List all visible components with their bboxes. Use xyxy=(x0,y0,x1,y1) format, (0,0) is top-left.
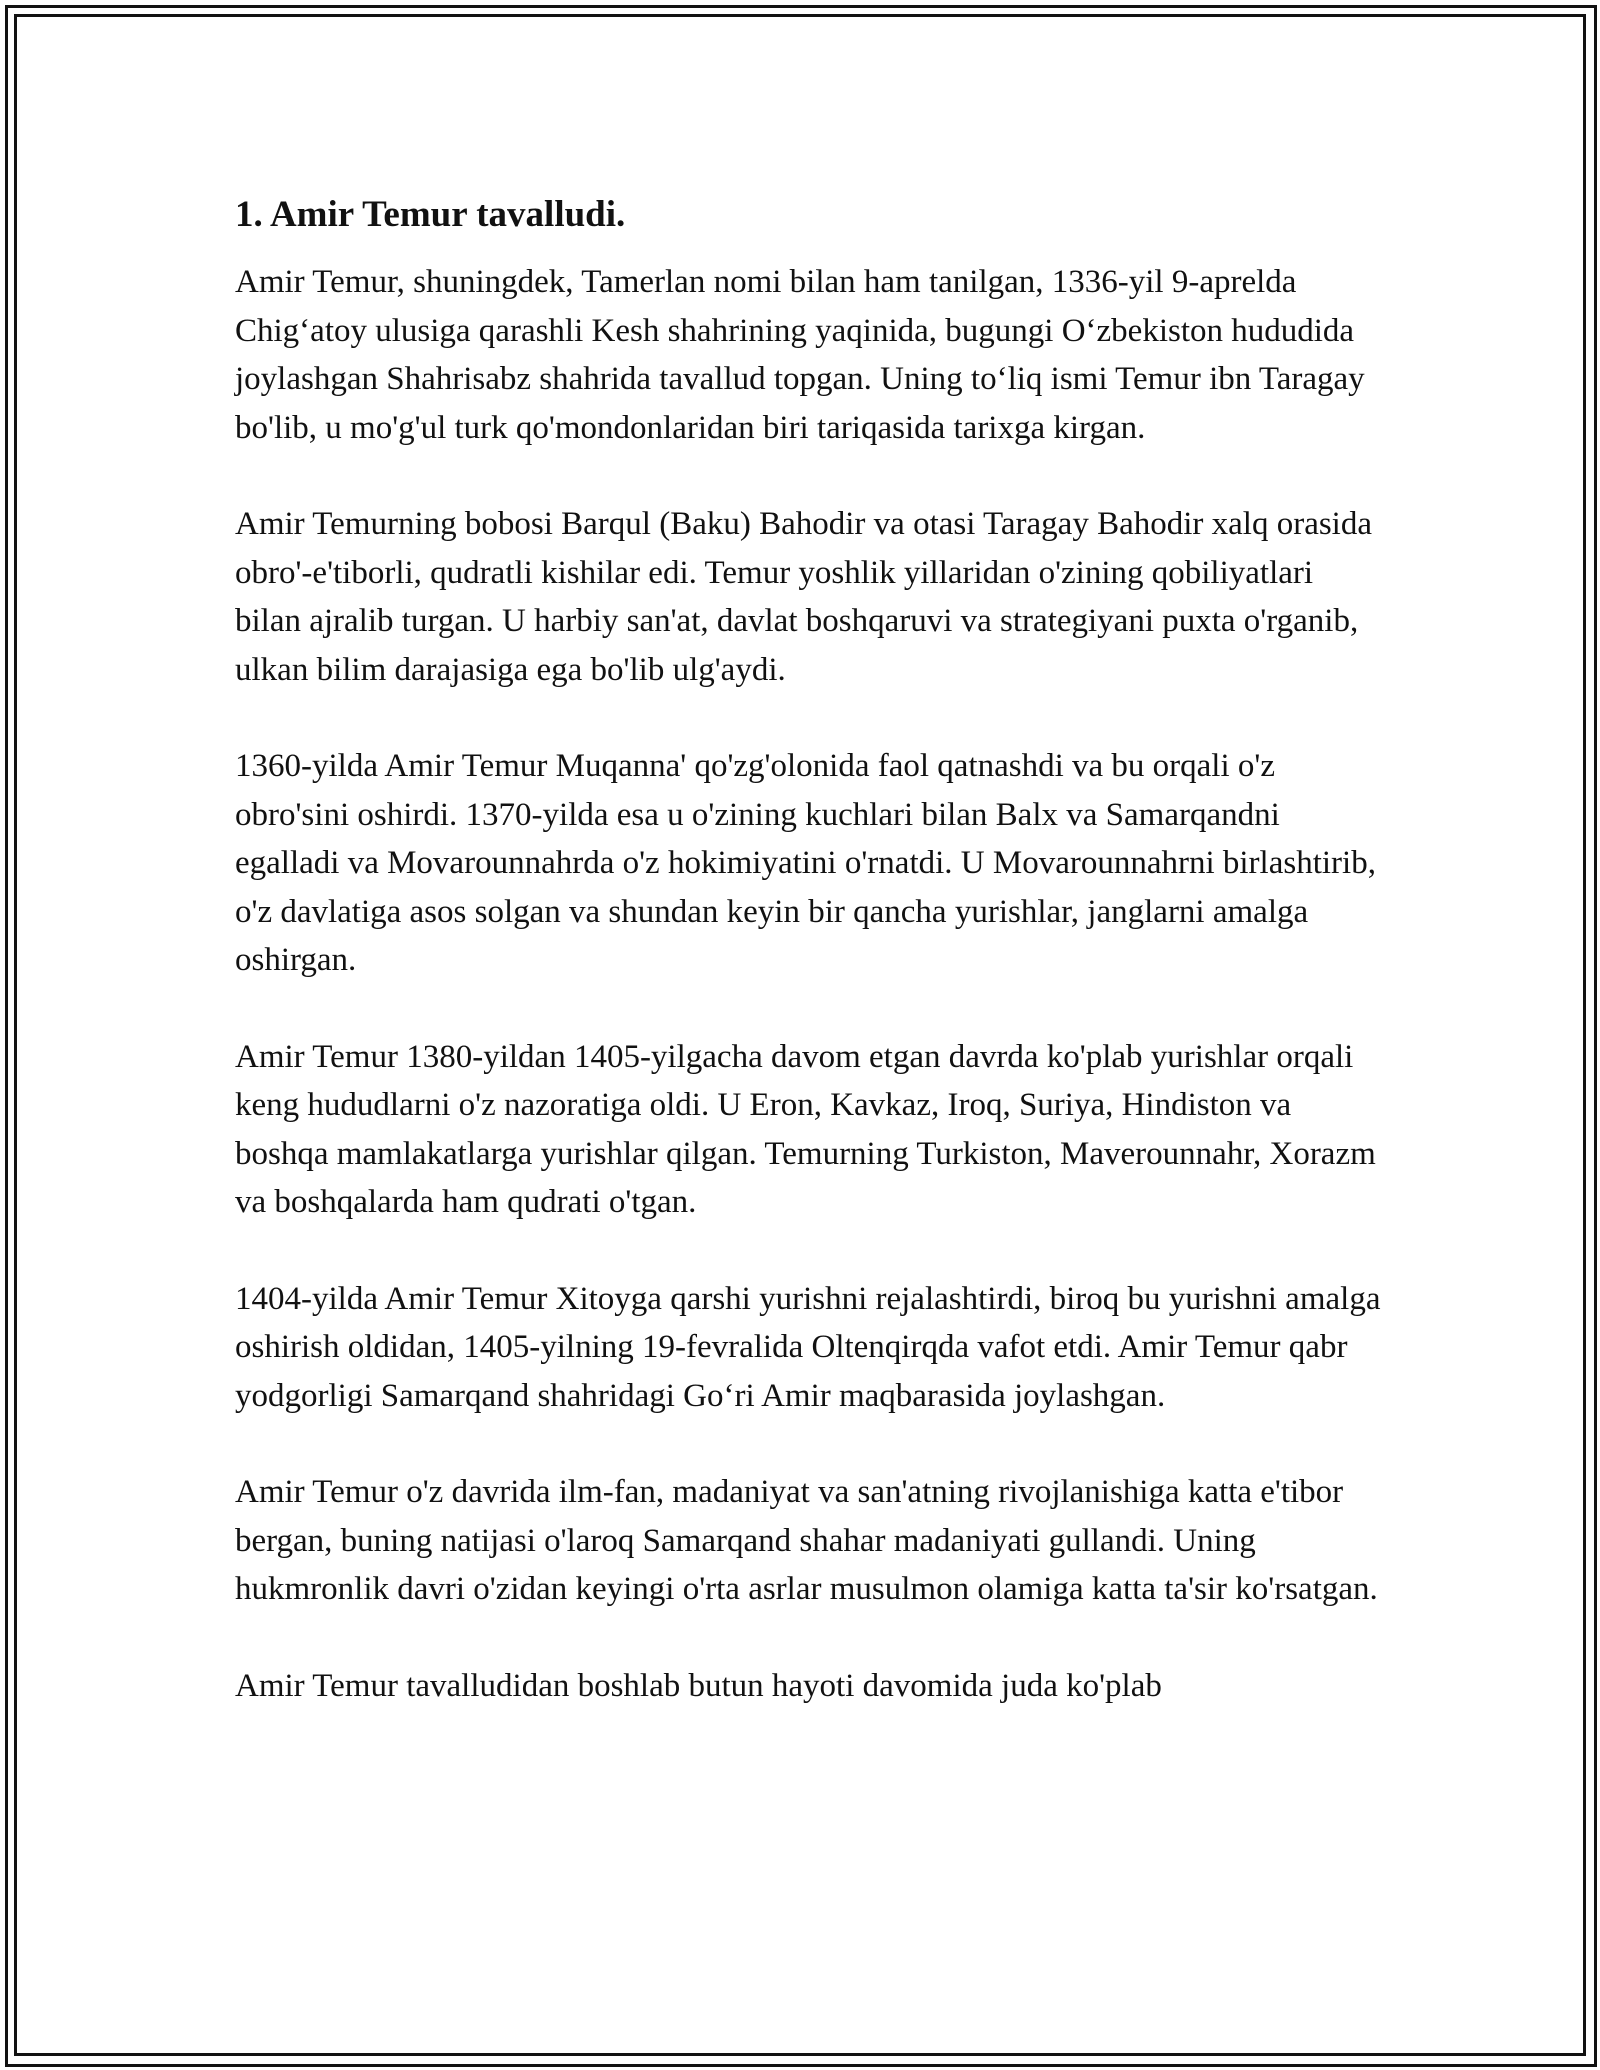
paragraph-death: 1404-yilda Amir Temur Xitoyga qarshi yurishni rejalashtirdi, biroq bu yurishni amalga oshirish oldidan, 1405-yilning 19-fevralida Oltenqirqda vafot etdi. Amir Temur qabr yodgorligi Samarqand shahridagi Go‘ri Amir maqbarasida joylashgan. xyxy=(235,1280,1381,1414)
paragraph-legacy: Amir Temur o'z davrida ilm-fan, madaniyat va san'atning rivojlanishiga katta e'tibor bergan, buning natijasi o'laroq Samarqand shahar madaniyati gullandi. Uning hukmronlik davri o'zidan keyingi o'rta asrlar musulmon olamiga katta ta'sir ko'rsatgan. xyxy=(235,1474,1378,1607)
paragraph-campaigns: Amir Temur 1380-yildan 1405-yilgacha davom etgan davrda ko'plab yurishlar orqali keng hududlarni o'z nazoratiga oldi. U Eron, Kavkaz, Iroq, Suriya, Hindiston va boshqa mamlakatlarga yurishlar qilgan. Temurning Turkiston, Maverounnahr, Xorazm va boshqalarda ham qudrati o'tgan. xyxy=(235,1038,1376,1220)
paragraph-continuation: Amir Temur tavalludidan boshlab butun hayoti davomida juda ko'plab xyxy=(235,1667,1162,1704)
paragraph-rise: 1360-yilda Amir Temur Muqanna' qo'zg'olonida faol qatnashdi va bu orqali o'z obro'sini oshirdi. 1370-yilda esa u o'zining kuchlari bilan Balx va Samarqandni egalladi va Movarounnahrda o'z hokimiyatini o'rnatdi. U Movarounnahrni birlashtirib, o'z davlatiga asos solgan va shundan keyin bir qancha yurishlar, janglarni amalga oshirgan. xyxy=(235,748,1376,978)
paragraph-family: Amir Temurning bobosi Barqul (Baku) Bahodir va otasi Taragay Bahodir xalq orasida obro'-e'tiborli, qudratli kishilar edi. Temur yoshlik yillaridan o'zining qobiliyatlari bilan ajralib turgan. U harbiy san'at, davlat boshqaruvi va strategiyani puxta o'rganib, ulkan bilim darajasiga ega bo'lib ulg'aydi. xyxy=(235,506,1373,688)
paragraph-birth: Amir Temur, shuningdek, Tamerlan nomi bilan ham tanilgan, 1336-yil 9-aprelda Chig‘atoy ulusiga qarashli Kesh shahrining yaqinida, bugungi O‘zbekiston hududida joylashgan Shahrisabz shahrida tavallud topgan. Uning to‘liq ismi Temur ibn Taragay bo'lib, u mo'g'ul turk qo'mondonlaridan biri tariqasida tarixga kirgan. xyxy=(235,264,1365,446)
section-heading: 1. Amir Temur tavalludi. xyxy=(235,194,626,235)
document-page xyxy=(235,184,1385,1758)
